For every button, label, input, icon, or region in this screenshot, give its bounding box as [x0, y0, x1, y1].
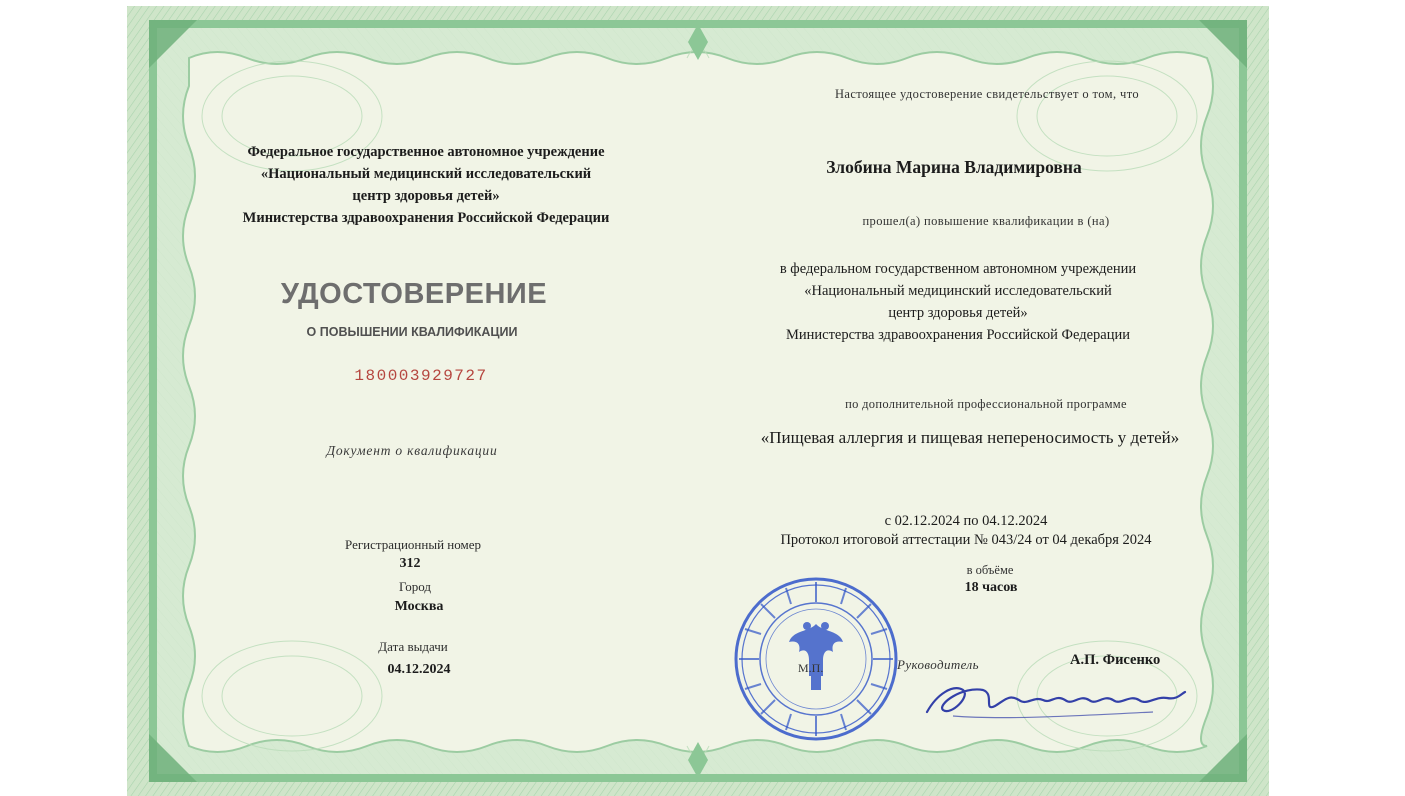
qualification-passed-text: прошел(а) повышение квалификации в (на) [862, 214, 1110, 228]
issue-date-label: Дата выдачи [378, 639, 448, 654]
issue-date-value: 04.12.2024 [387, 662, 451, 677]
stamp-seal-icon [731, 574, 901, 744]
certificate [127, 6, 1269, 796]
protocol-text: Протокол итоговой аттестации № 043/24 от 04 декабря 2024 [780, 532, 1152, 548]
training-period [780, 512, 1151, 550]
head-name: А.П. Фисенко [1070, 652, 1161, 668]
training-org-line: центр здоровья детей» [888, 305, 1028, 321]
training-organization [780, 258, 1136, 346]
intro-text: Настоящее удостоверение свидетельствует о том, что [834, 87, 1140, 101]
issuer-line: Федеральное государственное автономное учреждение [247, 144, 605, 160]
training-org-line: Министерства здравоохранения Российской Федерации [785, 327, 1131, 343]
training-org-line: «Национальный медицинский исследовательский [804, 283, 1112, 299]
training-org-line: в федеральном государственном автономном учреждении [779, 261, 1137, 277]
document-subtitle: О ПОВЫШЕНИИ КВАЛИФИКАЦИИ [306, 325, 518, 339]
document-title: УДОСТОВЕРЕНИЕ [280, 278, 548, 310]
issuer-organization [243, 141, 610, 229]
issuer-line: «Национальный медицинский исследовательский [260, 166, 592, 182]
serial-number: 180003929727 [354, 367, 488, 385]
program-name: «Пищевая аллергия и пищевая непереносимость у детей» [760, 428, 1180, 447]
document-kind: Документ о квалификации [326, 443, 498, 458]
period-text: с 02.12.2024 по 04.12.2024 [884, 513, 1048, 529]
program-label: по дополнительной профессиональной программе [845, 397, 1127, 411]
volume-value: 18 часов [964, 580, 1018, 595]
signature-icon [923, 676, 1193, 726]
city-label: Город [398, 579, 432, 594]
holder-name: Злобина Марина Владимировна [826, 157, 1082, 177]
city-value: Москва [394, 599, 444, 614]
volume-label: в объёме [966, 563, 1014, 577]
stamp-mark: М.П. [798, 661, 824, 675]
issuer-line: Министерства здравоохранения Российской Федерации [242, 210, 610, 226]
reg-number-value: 312 [399, 556, 421, 571]
reg-number-label: Регистрационный номер [345, 537, 481, 552]
head-label: Руководитель [897, 657, 979, 672]
issuer-line: центр здоровья детей» [352, 188, 500, 204]
